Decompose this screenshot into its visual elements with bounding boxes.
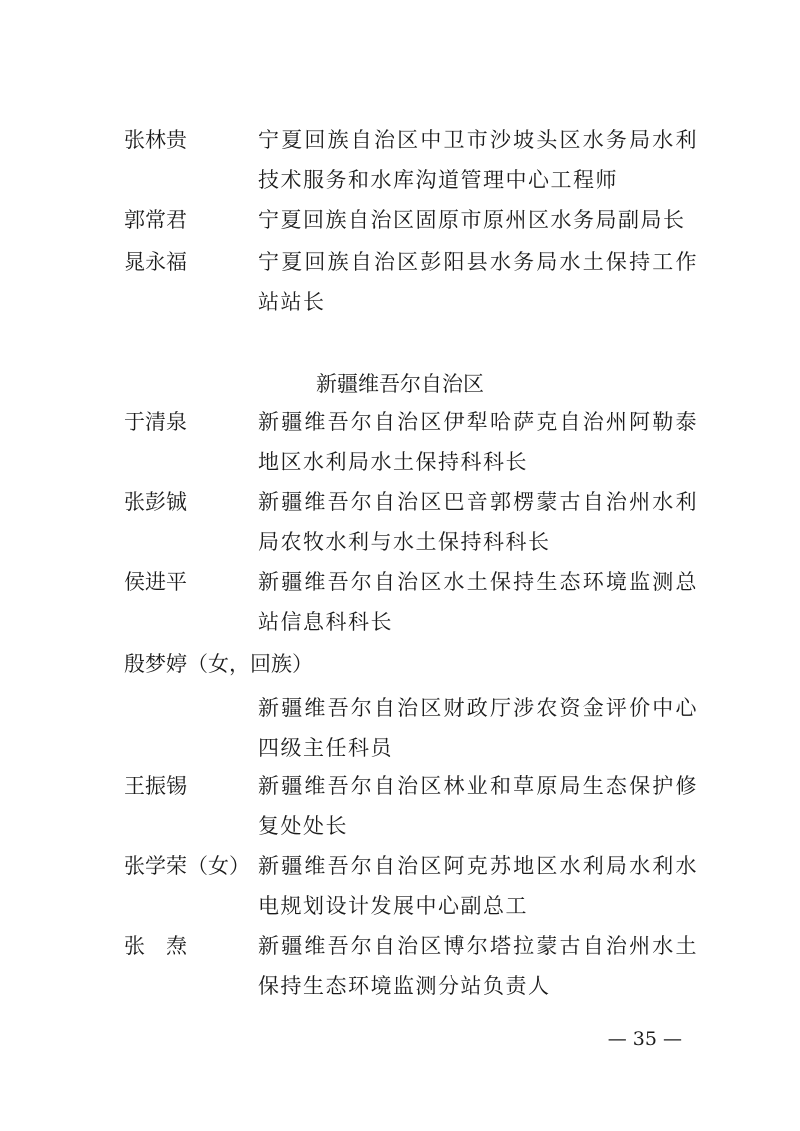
section-heading: 新疆维吾尔自治区 [316,372,484,396]
person-position: 新疆维吾尔自治区水土保持生态环境监测总站信息科科长 [258,570,698,634]
person-position: 新疆维吾尔自治区财政厅涉农资金评价中心四级主任科员 [258,696,698,760]
person-name: 殷梦婷（女，回族） [124,652,313,676]
person-name: 侯进平 [124,570,187,594]
person-position: 新疆维吾尔自治区伊犁哈萨克自治州阿勒泰地区水利局水土保持科科长 [258,410,698,474]
person-name: 晁永福 [124,250,187,274]
person-name: 张 焘 [124,934,187,958]
person-name: 张林贵 [124,128,187,152]
person-name: 张学荣（女） [124,854,250,878]
page-number: — 35 — [607,1028,682,1050]
person-position: 新疆维吾尔自治区林业和草原局生态保护修复处处长 [258,774,698,838]
person-position: 宁夏回族自治区固原市原州区水务局副局长 [258,208,686,232]
person-position: 新疆维吾尔自治区阿克苏地区水利局水利水电规划设计发展中心副总工 [258,854,698,918]
person-name: 郭常君 [124,208,187,232]
person-position: 新疆维吾尔自治区博尔塔拉蒙古自治州水土保持生态环境监测分站负责人 [258,934,698,998]
person-name: 张彭铖 [124,490,187,514]
person-position: 宁夏回族自治区中卫市沙坡头区水务局水利技术服务和水库沟道管理中心工程师 [258,128,698,192]
person-position: 新疆维吾尔自治区巴音郭楞蒙古自治州水利局农牧水利与水土保持科科长 [258,490,698,554]
person-position: 宁夏回族自治区彭阳县水务局水土保持工作站站长 [258,250,698,314]
person-name: 于清泉 [124,410,187,434]
person-name: 王振锡 [124,774,187,798]
